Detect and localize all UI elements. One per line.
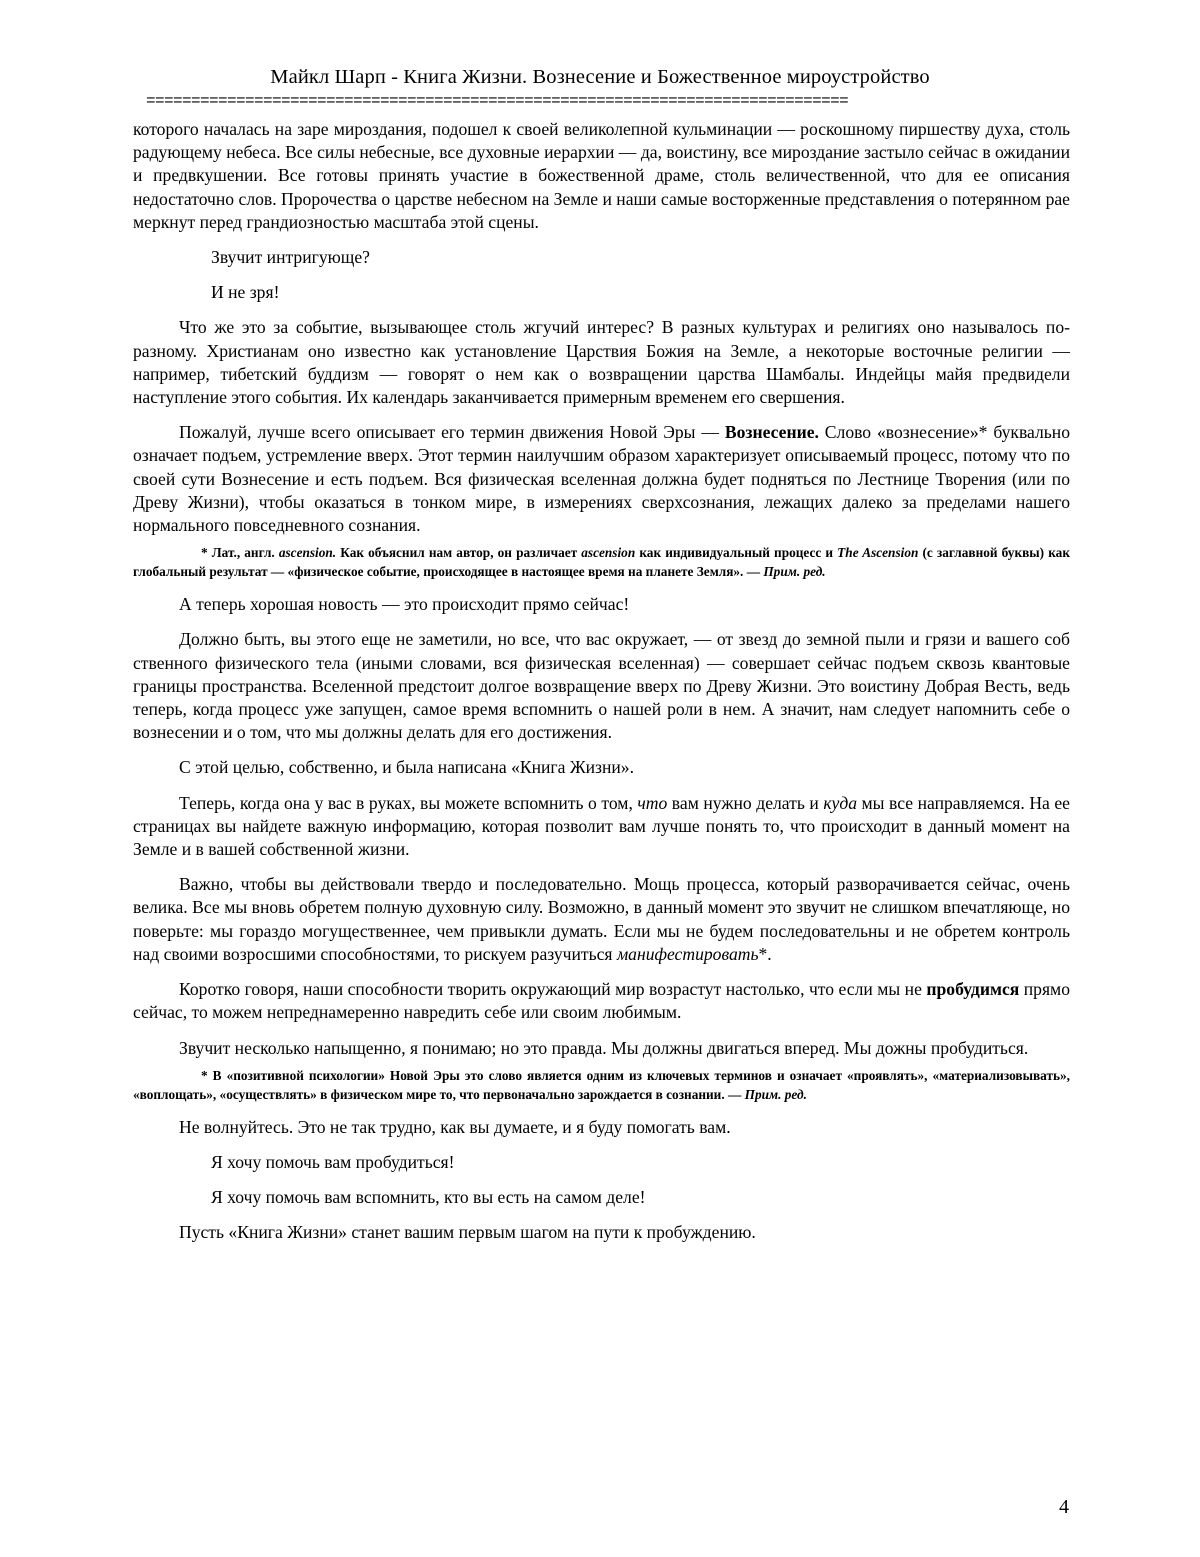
footnote-manifest: * В «позитивной психологии» Новой Эры это слово является одним из ключевых терминов и означает «проявлять», «материализовывать», «воплощать», «осуществлять» в физическом мире то, что первоначально зарождается в сознании. — Прим. ред.: [133, 1067, 1070, 1102]
paragraph-ascension: Пожалуй, лучше всего описывает его термин движения Новой Эры — Вознесение. Слово «вознесение»* буквально означает подъем, устремление вверх. Этот термин наилучшим образом характеризует описываемый процесс, потому что по своей сути Вознесение и есть подъем. Вся физическая вселенная должна будет подняться по Лестнице Творения (или по Древу Жизни), чтобы оказаться в тонком мире, в измерениях сверхсознания, лежащих далеко за пределами нашего нормального повседневного сознания.: [133, 422, 1070, 536]
page-number: 4: [1059, 1496, 1069, 1518]
header-rule: ==============================================================================: [146, 94, 849, 108]
paragraph-now-in-hands: Теперь, когда она у вас в руках, вы можете вспомнить о том, что вам нужно делать и куда мы все направляемся. На ее страницах вы найдете важную информацию, которая позволит вам лучше понять то, что происходит в данный момент на Земле и в вашей собственной жизни.: [133, 792, 1070, 860]
paragraph-good-news: А теперь хорошая новость — это происходит прямо сейчас!: [179, 594, 630, 615]
running-header: Майкл Шарп - Книга Жизни. Вознесение и Божественное мироустройство: [270, 66, 930, 88]
paragraph-help-remember: Я хочу помочь вам вспомнить, кто вы есть на самом деле!: [211, 1187, 646, 1208]
footnote-ascension: * Лат., англ. ascension. Как объяснил нам автор, он различает ascension как индивидуальный процесс и The Ascension (с заглавной буквы) как глобальный результат — «физическое событие, происходящее в настоящее время на планете Земля». — Прим. ред.: [133, 545, 1070, 580]
paragraph-first-step: Пусть «Книга Жизни» станет вашим первым шагом на пути к пробуждению.: [179, 1222, 756, 1243]
paragraph-dont-worry: Не волнуйтесь. Это не так трудно, как вы думаете, и я буду помогать вам.: [179, 1116, 731, 1137]
paragraph-in-short: Коротко говоря, наши способности творить окружающий мир возрастут настолько, что если мы не пробудимся прямо сейчас, то можем непреднамеренно навредить себе или своим любимым.: [133, 979, 1070, 1023]
paragraph-sounds-pompous: Звучит несколько напыщенно, я понимаю; но это правда. Мы должны двигаться вперед. Мы дожны пробудиться.: [179, 1037, 1029, 1058]
paragraph-event: Что же это за событие, вызывающее столь жгучий интерес? В разных культурах и религиях оно называлось по-разному. Христианам оно известно как установление Царствия Божия на Земле, а некоторые восточные религии — например, тибетский буддизм — говорят о нем как о возвращении царства Шамбалы. Индейцы майя предвидели наступление этого события. Их календарь заканчивается примерным временем его свершения.: [133, 317, 1070, 408]
paragraph-continued: которого началась на заре мироздания, подошел к своей великолепной кульминации — роскошному пиршеству духа, столь радующему небеса. Все силы небесные, все духовные иерархии — да, воистину, все мироздание застыло сейчас в ожидании и предвкушении. Все готовы принять участие в божественной драме, столь величественной, что для ее описания недостаточно слов. Пророчества о царстве небесном на Земле и наши самые восторженные представления о потерянном рае меркнут перед грандиозностью масштаба этой сцены.: [133, 119, 1070, 232]
paragraph-help-awaken: Я хочу помочь вам пробудиться!: [211, 1151, 455, 1172]
page-body: [133, 118, 1070, 1245]
paragraph-must-be: Должно быть, вы этого еще не заметили, но все, что вас окружает, — от звезд до земной пыли и грязи и вашего соб ственного физического тела (иными словами, вся физическая вселенная) — совершает сейчас подъем сквозь квантовые границы пространства. Вселенной предстоит долгое возвращение вверх по Древу Жизни. Это воистину Добрая Весть, ведь теперь, когда процесс уже запущен, самое время вспомнить о нашей роли в нем. А значит, нам следует напомнить себе о вознесении и о том, что мы должны делать для его достижения.: [133, 629, 1070, 743]
paragraph-purpose: С этой целью, собственно, и была написана «Книга Жизни».: [179, 757, 635, 778]
paragraph-intriguing: Звучит интригующе?: [211, 247, 370, 268]
bold-term: Вознесение.: [724, 422, 819, 443]
paragraph-not-in-vain: И не зря!: [211, 282, 280, 303]
paragraph-important: Важно, чтобы вы действовали твердо и последовательно. Мощь процесса, который разворачивается сейчас, очень велика. Все мы вновь обретем полную духовную силу. Возможно, в данный момент это звучит не слишком впечатляюще, но поверьте: мы гораздо могущественнее, чем привыкли думать. Если мы не будем последовательны и не обретем контроль над своими возросшими способностями, то рискуем разучиться манифестировать*.: [133, 874, 1070, 964]
